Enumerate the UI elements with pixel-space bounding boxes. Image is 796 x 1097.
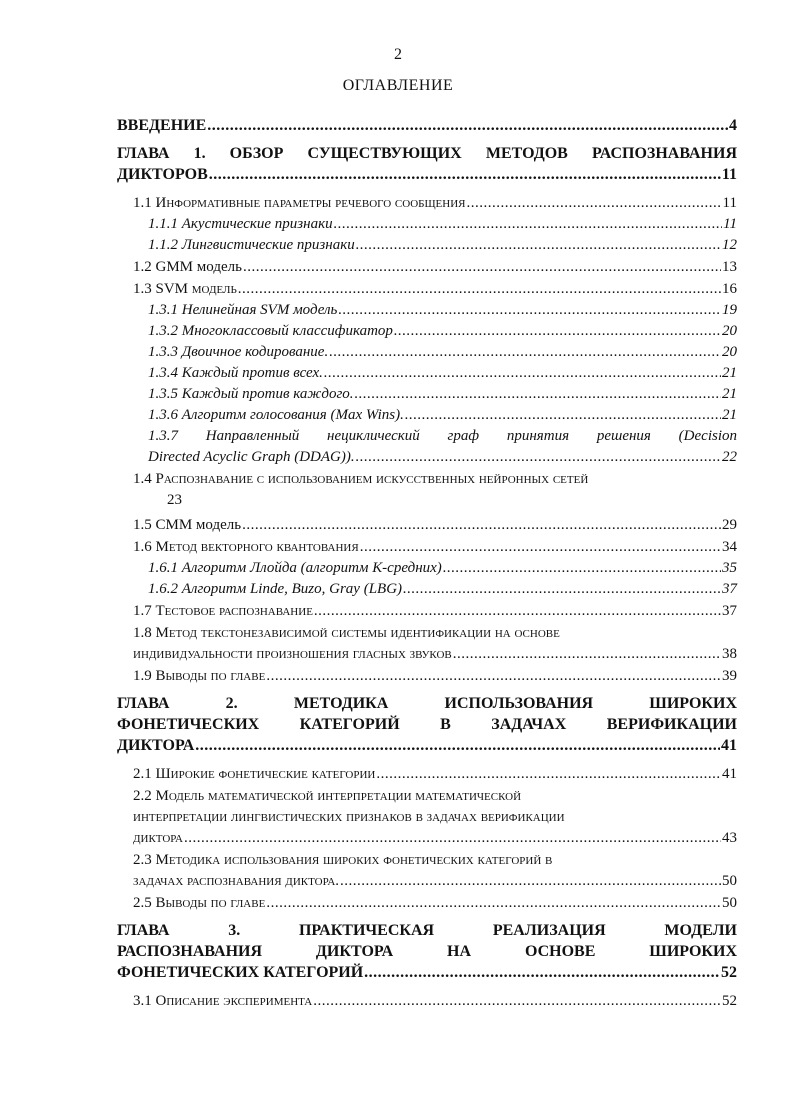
toc-section-2-5[interactable]: 2.5 Выводы по главе ..... 50 [117,893,737,914]
toc-section-1-4[interactable]: 1.4 Распознавание с использованием искусственных нейронных сетей 23 [133,471,589,508]
toc-section-1-3-4[interactable]: 1.3.4 Каждый против всех. ..... 21 [117,363,737,384]
toc-section-1-3-7[interactable]: 1.3.7 Направленный нециклический граф принятия решения (Decision Directed Acyclic Graph (DDAG)). ..... 22 [117,426,737,468]
toc-section-1-6-2[interactable]: 1.6.2 Алгоритм Linde, Buzo, Gray (LBG) ..... 37 [117,579,737,600]
toc-section-1-1-2[interactable]: 1.1.2 Лингвистические признаки ..... 12 [117,235,737,256]
toc-section-1-9[interactable]: 1.9 Выводы по главе ..... 39 [117,666,737,687]
toc-section-1-1[interactable]: 1.1 Информативные параметры речевого сообщения ..... 11 [117,193,737,214]
page-number: 2 [394,46,402,63]
toc-section-2-2[interactable]: 2.2 Модель математической интерпретации математической интерпретации лингвистических признаков в задачах верификации диктора ..... 43 [117,786,737,849]
toc-section-1-3-5[interactable]: 1.3.5 Каждый против каждого. ..... 21 [117,384,737,405]
toc-section-2-1[interactable]: 2.1 Широкие фонетические категории ..... 41 [117,764,737,785]
table-of-contents [117,115,737,1012]
toc-section-1-8[interactable]: 1.8 Метод текстонезависимой системы идентификации на основе индивидуальности произношения гласных звуков ..... 38 [117,623,737,665]
toc-section-2-3[interactable]: 2.3 Методика использования широких фонетических категорий в задачах распознавания диктора. ..... 50 [117,850,737,892]
toc-section-1-7[interactable]: 1.7 Тестовое распознавание ..... 37 [117,601,737,622]
toc-section-3-1[interactable]: 3.1 Описание эксперимента ..... 52 [117,991,737,1012]
toc-section-1-3-3[interactable]: 1.3.3 Двоичное кодирование. ..... 20 [117,342,737,363]
toc-title: ОГЛАВЛЕНИЕ [342,77,454,94]
toc-section-1-3[interactable]: 1.3 SVM модель ..... 16 [117,279,737,300]
toc-chapter-3[interactable]: ГЛАВА 3. ПРАКТИЧЕСКАЯ РЕАЛИЗАЦИЯ МОДЕЛИ РАСПОЗНАВАНИЯ ДИКТОРА НА ОСНОВЕ ШИРОКИХ ФОНЕТИЧЕСКИХ КАТЕГОРИЙ ..... 52 [117,920,737,983]
toc-section-1-2[interactable]: 1.2 GMM модель ..... 13 [117,257,737,278]
toc-section-1-3-1[interactable]: 1.3.1 Нелинейная SVM модель ..... 19 [117,300,737,321]
toc-section-1-3-6[interactable]: 1.3.6 Алгоритм голосования (Max Wins). ..... 21 [117,405,737,426]
toc-section-1-6-1[interactable]: 1.6.1 Алгоритм Ллойда (алгоритм К-средних) ..... 35 [117,558,737,579]
toc-section-1-6[interactable]: 1.6 Метод векторного квантования ..... 34 [117,537,737,558]
toc-section-1-1-1[interactable]: 1.1.1 Акустические признаки ..... 11 [117,214,737,235]
toc-chapter-2[interactable]: ГЛАВА 2. МЕТОДИКА ИСПОЛЬЗОВАНИЯ ШИРОКИХ ФОНЕТИЧЕСКИХ КАТЕГОРИЙ В ЗАДАЧАХ ВЕРИФИКАЦИИ ДИКТОРА ..... 41 [117,693,737,756]
toc-chapter-1[interactable]: ГЛАВА 1. ОБЗОР СУЩЕСТВУЮЩИХ МЕТОДОВ РАСПОЗНАВАНИЯ ДИКТОРОВ ..... 11 [117,143,737,185]
toc-intro[interactable]: ВВЕДЕНИЕ ..... 4 [117,115,737,136]
toc-section-1-3-2[interactable]: 1.3.2 Многоклассовый классификатор ..... 20 [117,321,737,342]
toc-section-1-5[interactable]: 1.5 CMM модель ..... 29 [117,515,737,536]
